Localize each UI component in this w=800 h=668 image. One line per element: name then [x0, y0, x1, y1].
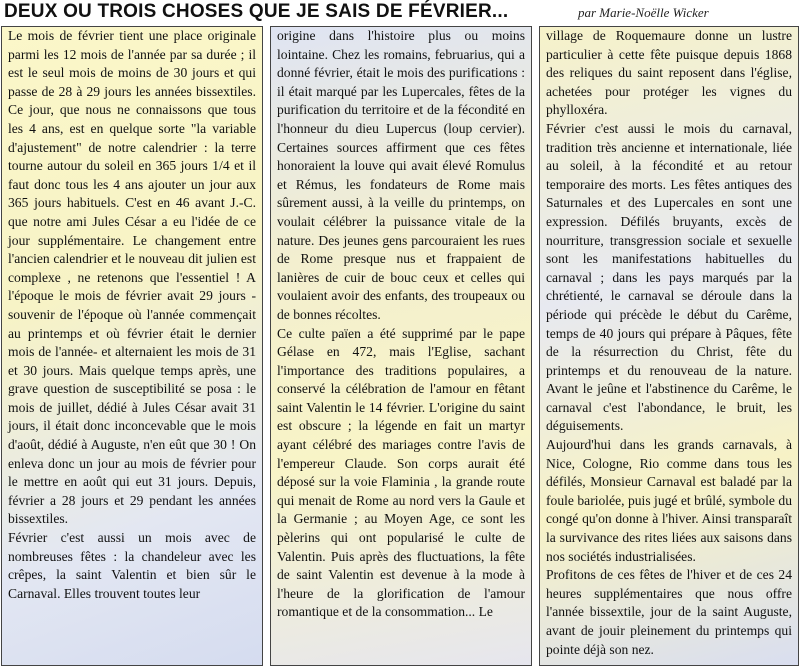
paragraph: Ce culte païen a été supprimé par le pape Gélase en 472, mais l'Eglise, sachant l'importance des traditions populaires, a conservé la célébration de l'amour en fêtant saint Valentin le 14 février. L'origine du saint est obscure ; la légende en fait un martyr ayant célébré des mariages contre l'avis de l'empereur Claude. Son corps aurait été déposé sur la voie Flaminia , la grande route qui menait de Rome au nord vers la Gaule et la Germanie ; au Moyen Age, ce sont les pèlerins qui ont popularisé le culte de Valentin. Puis après des fluctuations, la fête de saint Valentin est devenue à la mode à l'heure de la glorification de l'amour romantique et de la consommation... Le [277, 325, 525, 620]
text-column-2 [270, 26, 532, 666]
paragraph: village de Roquemaure donne un lustre particulier à cette fête puisque depuis 1868 des reliques du saint reposent dans l'église, achetées pour protéger les vignes du phylloxéra. [546, 28, 792, 118]
paragraph: Février c'est aussi un mois avec de nombreuses fêtes : la chandeleur avec les crêpes, la saint Valentin et bien sûr le Carnaval. Elles trouvent toutes leur [8, 530, 256, 601]
author-byline: par Marie-Noëlle Wicker [578, 5, 709, 20]
article-columns [1, 26, 799, 668]
article-header [0, 0, 800, 26]
text-column-3 [539, 26, 799, 666]
text-column-1 [1, 26, 263, 666]
paragraph: origine dans l'histoire plus ou moins lointaine. Chez les romains, februarius, qui a donné février, était le mois des purifications : il était marqué par les Lupercales, fêtes de la purification du territoire et de la fécondité en l'honneur du dieu Lupercus (loup cervier). Certaines sources affirment que ces fêtes honoraient la louve qui avait élevé Romulus et Rémus, les fondateurs de Rome mais sûrement aussi, à la veille du printemps, on voulait célébrer la puissance vitale de la nature. Des jeunes gens parcouraient les rues de Rome presque nus et frappaient de lanières de cuir de bouc ceux et celles qui voulaient avoir des enfants, des troupeaux ou de bonnes récoltes. [277, 28, 525, 322]
article-title: DEUX OU TROIS CHOSES QUE JE SAIS DE FÉVRIER... [4, 1, 509, 22]
paragraph: Aujourd'hui dans les grands carnavals, à Nice, Cologne, Rio comme dans tous les défilés, Monsieur Carnaval est baladé par la foule bariolée, puis jugé et brûlé, symbole du congé qu'on donne à l'hiver. Ainsi transparaît la survivance des rites liées aux saisons dans nos sociétés industrialisées. [546, 437, 792, 564]
paragraph: Le mois de février tient une place originale parmi les 12 mois de l'année par sa durée ; il est le seul mois de moins de 30 jours et qui passe de 28 à 29 jours les années bissextiles. Ce jour, que nous ne connaissons que tous les 4 ans, est en quelque sorte "la variable d'ajustement" de notre calendrier : la terre tourne autour du soleil en 365 jours 1/4 et il faut donc tous les 4 ans ajouter un jour aux 365 jours habituels. C'est en 46 avant J.-C. que notre ami Jules César a eu l'idée de ce jour supplémentaire. Le changement entre l'ancien calendrier et le nouveau dit julien est complexe , ne retenons que l'essentiel ! A l'époque le mois de février avait 29 jours -souvenir de l'époque où l'année commençait au printemps et où février était le dernier mois de l'année- et alternaient les mois de 31 et 30 jours. Mais quelque temps après, une grave question de susceptibilité se posa : le mois de juillet, dédié à Jules César avait 31 jours, il était donc inconcevable que le mois d'août, dédié à Auguste, n'en eût que 30 ! On enleva donc un jour au mois de février pour le mettre en août qui eut 31 jours. Depuis, février a 28 jours et 29 pendant les années bissextiles. [8, 28, 256, 527]
paragraph: Profitons de ces fêtes de l'hiver et de ces 24 heures supplémentaires que nous offre l'année bissextile, jour de la saint Auguste, avant de jouir pleinement du printemps qui pointe déjà son nez. [546, 567, 792, 657]
paragraph: Février c'est aussi le mois du carnaval, tradition très ancienne et internationale, liée au soleil, à la fécondité et au retour temporaire des morts. Les fêtes antiques des Saturnales et des Lupercales en sont une expression. Défilés bruyants, excès de nourriture, transgression sociale et sexuelle sont les manifestations habituelles du carnaval ; dans les pays marqués par la chrétienté, le carnaval se déroule dans la période qui précède le début du Carême, temps de 40 jours qui prépare à Pâques, fête de la résurrection du Christ, fête du printemps et du renouveau de la nature. Avant le jeûne et l'abstinence du Carême, le carnaval c'est l'abondance, le bruit, les déguisements. [546, 120, 792, 434]
